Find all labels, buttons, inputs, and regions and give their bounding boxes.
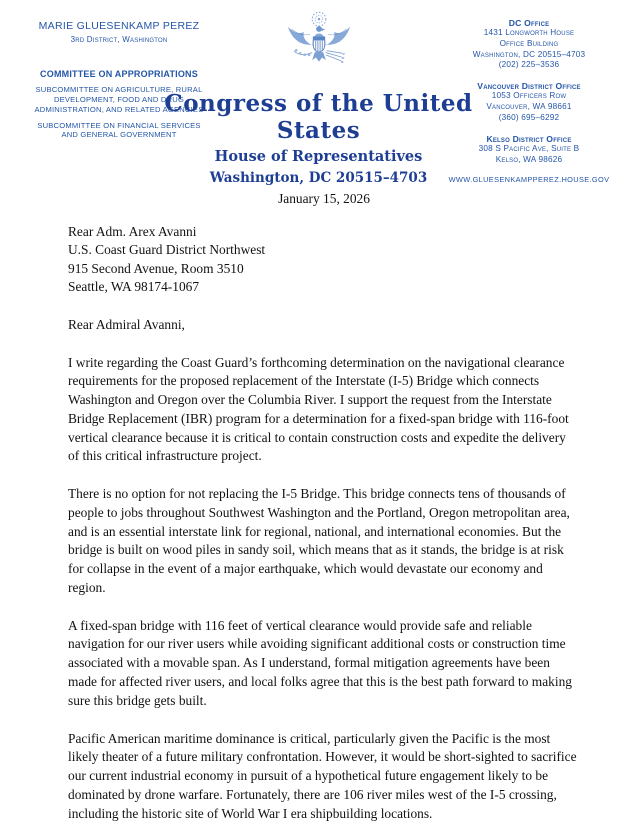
recipient-street: 915 Second Avenue, Room 3510 — [68, 260, 244, 276]
house-title: House of Representatives — [214, 148, 423, 165]
office-block-vancouver — [433, 81, 625, 123]
recipient-name: Rear Adm. Arex Avanni — [68, 223, 197, 239]
office-list — [433, 18, 625, 184]
member-district: 3rd District, Washington — [70, 35, 168, 44]
office-name: DC Office — [508, 18, 550, 28]
letter-date: January 15, 2026 — [278, 191, 370, 206]
office-line: 1053 Officers Row — [491, 91, 567, 101]
congress-title: Congress of the United States — [164, 90, 473, 144]
paragraph-3: A fixed-span bridge with 116 feet of vertical clearance would provide safe and reliable navigation for our river users while avoiding significant additional costs or construction time associated with a movable span. As I understand, formal mitigation agreements have been made for affected river users, and local folks agree that this is the best path forward to making sure this bridge gets built. — [68, 617, 572, 708]
office-block-dc — [433, 18, 625, 71]
website-url: WWW.GLUESENKAMPPEREZ.HOUSE.GOV — [448, 175, 610, 185]
letterhead — [0, 0, 637, 186]
recipient-address — [68, 223, 580, 297]
member-name: MARIE GLUESENKAMP PEREZ — [38, 20, 200, 32]
recipient-city: Seattle, WA 98174-1067 — [68, 279, 200, 295]
office-line: Kelso, WA 98626 — [495, 154, 563, 164]
office-line: 308 S Pacific Ave, Suite B — [478, 143, 580, 153]
office-line: (360) 695–6292 — [498, 112, 560, 122]
paragraph-1: I write regarding the Coast Guard’s forthcoming determination on the navigational clearance requirements for the proposed replacement of the Interstate (I-5) Bridge which connects Washington and Oregon over the Columbia River. I support the request from the Interstate Bridge Replacement (IBR) program for a determination for a fixed-span bridge with 116-foot vertical clearance because it is critical to contain construction costs and expedite the delivery of this critical infrastructure project. — [68, 354, 569, 464]
office-line: Office Building — [499, 38, 559, 48]
subcommittee-financial-services: SUBCOMMITTEE ON FINANCIAL SERVICES AND GENERAL GOVERNMENT — [37, 120, 201, 140]
committee-name: COMMITTEE ON APPROPRIATIONS — [40, 69, 198, 79]
office-name: Kelso District Office — [486, 133, 572, 144]
office-line: Vancouver, WA 98661 — [486, 102, 572, 112]
office-line: 1431 Longworth House — [483, 28, 575, 37]
great-seal-icon — [281, 8, 357, 88]
paragraph-4: Pacific American maritime dominance is critical, particularly given the Pacific is the most likely theater of a future military confrontation. However, it would be short-sighted to sacrifice our current industrial economy in pursuit of a hypothetical future engagement likely to be dominated by drone warfare. Fortunately, there are 106 river miles west of the I-5 crossing, including the historic site of World War I era shipbuilding locations. — [68, 730, 577, 821]
letter-content — [68, 190, 580, 830]
paragraph-2: There is no option for not replacing the I-5 Bridge. This bridge connects tens of thousands of people to jobs throughout Southwest Washington and the Portland, Oregon metropolitan area, and is an essential interstate link for regional, national, and international economies. But the bridge is built on wood piles in sandy soil, which means that as it stands, the bridge is at risk for collapse in the event of a major earthquake, which would devastate our economy and region. — [68, 486, 570, 595]
subcommittee-agriculture: SUBCOMMITTEE ON AGRICULTURE, RURAL DEVELOPMENT, FOOD AND DRUG ADMINISTRATION, AND RELATED AGENCIES — [34, 85, 204, 114]
office-block-kelso — [433, 134, 625, 166]
office-line: (202) 225–3536 — [498, 60, 560, 70]
salutation: Rear Admiral Avanni, — [68, 316, 185, 332]
dc-address: Washington, DC 20515–4703 — [209, 170, 428, 186]
office-name: Vancouver District Office — [477, 81, 581, 92]
office-line: Washington, DC 20515–4703 — [472, 49, 586, 59]
recipient-org: U.S. Coast Guard District Northwest — [68, 242, 266, 258]
